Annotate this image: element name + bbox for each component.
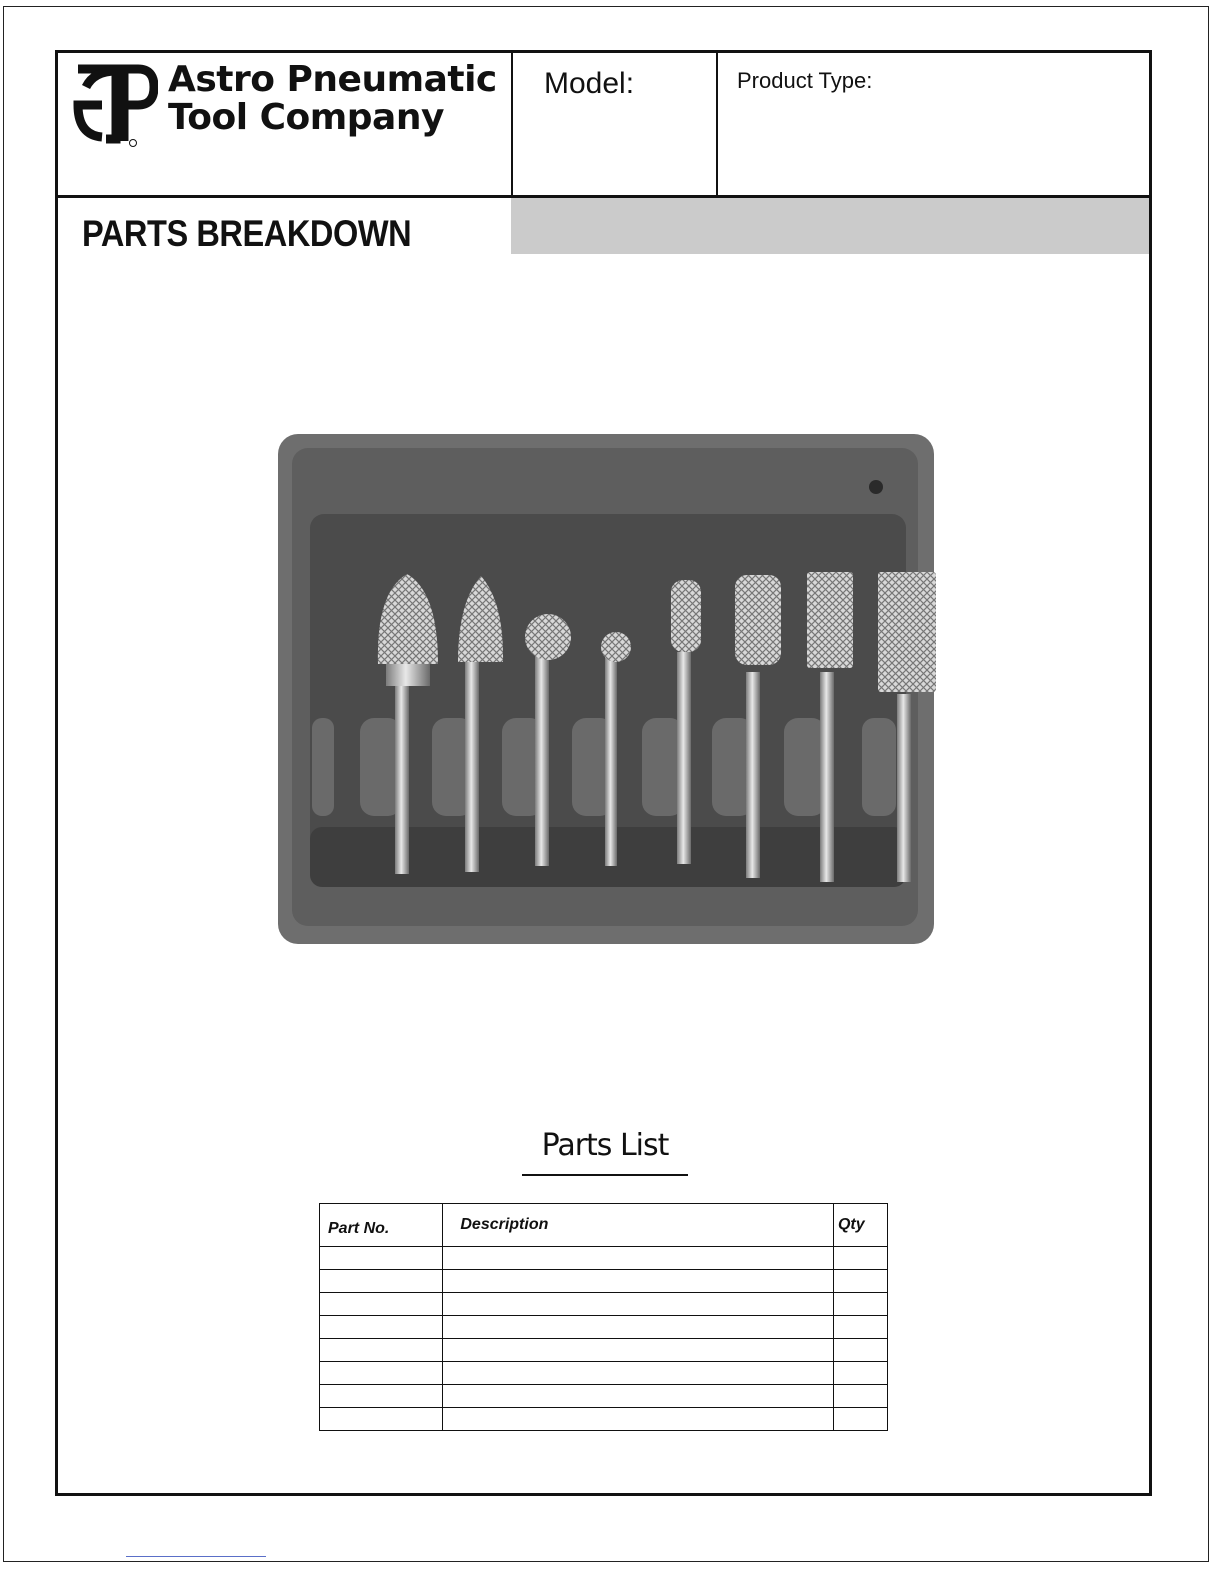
table-row xyxy=(320,1362,888,1385)
qty-cell xyxy=(833,1316,887,1339)
description-cell xyxy=(443,1247,834,1270)
description-cell xyxy=(443,1339,834,1362)
table-row xyxy=(320,1247,888,1270)
description-cell xyxy=(443,1362,834,1385)
table-row xyxy=(320,1339,888,1362)
qty-cell xyxy=(833,1385,887,1408)
footer-link-line xyxy=(126,1556,266,1557)
qty-header: Qty xyxy=(833,1204,887,1247)
description-cell xyxy=(443,1293,834,1316)
qty-cell xyxy=(833,1247,887,1270)
company-logo-icon xyxy=(72,61,158,147)
description-cell xyxy=(443,1385,834,1408)
description-cell xyxy=(443,1408,834,1431)
part-no-cell xyxy=(320,1408,443,1431)
table-row xyxy=(320,1316,888,1339)
header-row xyxy=(58,53,1149,198)
parts-table-header-row xyxy=(320,1204,888,1247)
part-no-cell xyxy=(320,1339,443,1362)
table-row xyxy=(320,1385,888,1408)
description-header: Description xyxy=(443,1204,834,1247)
part-no-cell xyxy=(320,1247,443,1270)
part-no-cell xyxy=(320,1316,443,1339)
part-no-cell xyxy=(320,1385,443,1408)
part-no-cell xyxy=(320,1362,443,1385)
model-label: Model: xyxy=(544,67,635,100)
qty-cell xyxy=(833,1408,887,1431)
table-row xyxy=(320,1408,888,1431)
company-name-line1: Astro Pneumatic xyxy=(168,59,497,100)
parts-list-title-underline xyxy=(522,1174,688,1176)
parts-list-title: Parts List xyxy=(541,1128,669,1163)
qty-cell xyxy=(833,1362,887,1385)
product-photo xyxy=(276,432,936,946)
part-no-header: Part No. xyxy=(320,1204,443,1247)
description-cell xyxy=(443,1270,834,1293)
description-cell xyxy=(443,1316,834,1339)
qty-cell xyxy=(833,1339,887,1362)
product-type-cell xyxy=(718,53,1149,195)
company-name xyxy=(168,61,497,137)
logo-cell xyxy=(58,53,513,195)
parts-list-table xyxy=(319,1203,888,1431)
company-name-line2: Tool Company xyxy=(168,97,444,138)
product-type-label: Product Type: xyxy=(737,68,873,93)
document-frame xyxy=(55,50,1152,1496)
model-cell xyxy=(513,53,718,195)
qty-cell xyxy=(833,1270,887,1293)
part-no-cell xyxy=(320,1293,443,1316)
table-row xyxy=(320,1270,888,1293)
section-title: PARTS BREAKDOWN xyxy=(82,213,412,254)
table-row xyxy=(320,1293,888,1316)
section-band xyxy=(511,198,1149,254)
part-no-cell xyxy=(320,1270,443,1293)
qty-cell xyxy=(833,1293,887,1316)
